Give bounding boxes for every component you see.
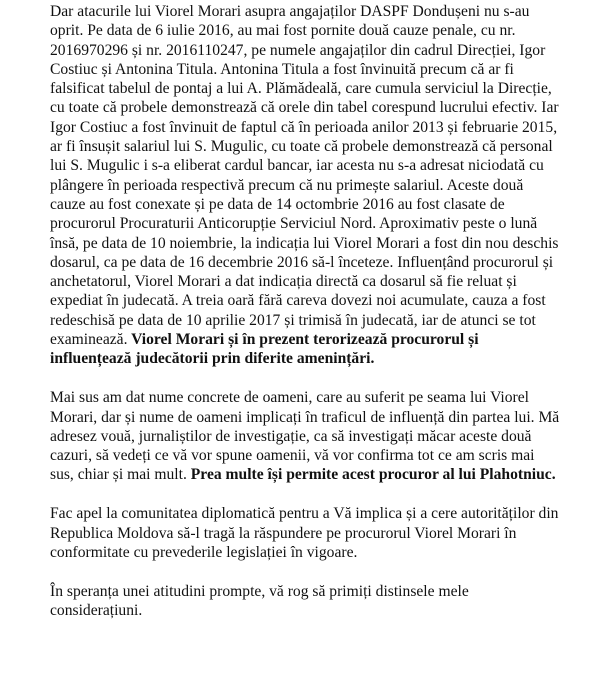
paragraph-1 [50,2,560,369]
paragraph-4-text: În speranța unei atitudini prompte, vă rog să primiți distinsele mele considerațiuni. [50,582,469,620]
paragraph-1-bold: Viorel Morari și în prezent terorizează procurorul și influențează judecătorii prin diferite amenințări. [50,331,479,368]
paragraph-2-bold: Prea multe își permite acest procuror al lui Plahotniuc. [186,466,556,484]
paragraph-1-text: Dar atacurile lui Viorel Morari asupra angajaților DASPF Dondușeni nu s-au oprit. Pe data de 6 iulie 2016, au mai fost pornite două cauze penale, cu nr. 2016970296 și nr. 2016110247, pe numele angajaților din cadrul Direcției, Igor Costiuc și Antonina Titula. Antonina Titula a fost învinuită precum că ar fi falsificat tabelul de pontaj a lui A. Plămădeală, care cumula serviciul la Direcție, cu toate că probele demonstrează că orele din tabel corespund lucrului efectiv. Iar Igor Costiuc a fost învinuit de faptul că în perioada anilor 2013 și februarie 2015, ar fi însușit salariul lui S. Mugulic, cu toate că probele demonstrează că personal lui S. Mugulic i s-a eliberat cardul bancar, iar acesta nu s-a adresat niciodată cu plângere în perioada respectivă precum că nu primește salariul. Aceste două cauze au fost conexate și pe data de 14 octombrie 2016 au fost clasate de procurorul Procuraturii Anticorupție Serviciul Nord. Aproximativ peste o lună însă, pe data de 10 noiembrie, la indicația lui Viorel Morari a fost din nou deschis dosarul, ca pe data de 16 decembrie 2016 să-l înceteze. Influențând procurorul și anchetatorul, Viorel Morari a dat indicația directă ca dosarul să fie reluat și expediat în judecată. A treia oară fără careva dovezi noi acumulate, cauza a fost redeschisă pe data de 10 aprilie 2017 și trimisă în judecată, iar de atunci se tot examinează. [50,3,559,349]
paragraph-2 [50,388,560,484]
paragraph-3 [50,504,560,562]
paragraph-3-text: Fac apel la comunitatea diplomatică pentru a Vă implica și a cere autorităților din Republica Moldova să-l tragă la răspundere pe procurorul Viorel Morari în conformitate cu prevederile legislației în vigoare. [50,505,559,561]
paragraph-2-text: Mai sus am dat nume concrete de oameni, care au suferit pe seama lui Viorel Morari, dar și nume de oameni implicați în traficul de influență din partea lui. Mă adresez vouă, jurnaliștilor de investigație, ca să investigați măcar aceste două cazuri, să vedeți ce vă vor spune oamenii, vă vor confirma tot ce am scris mai sus, chiar și mai mult. [50,389,560,484]
paragraph-4 [50,582,560,621]
